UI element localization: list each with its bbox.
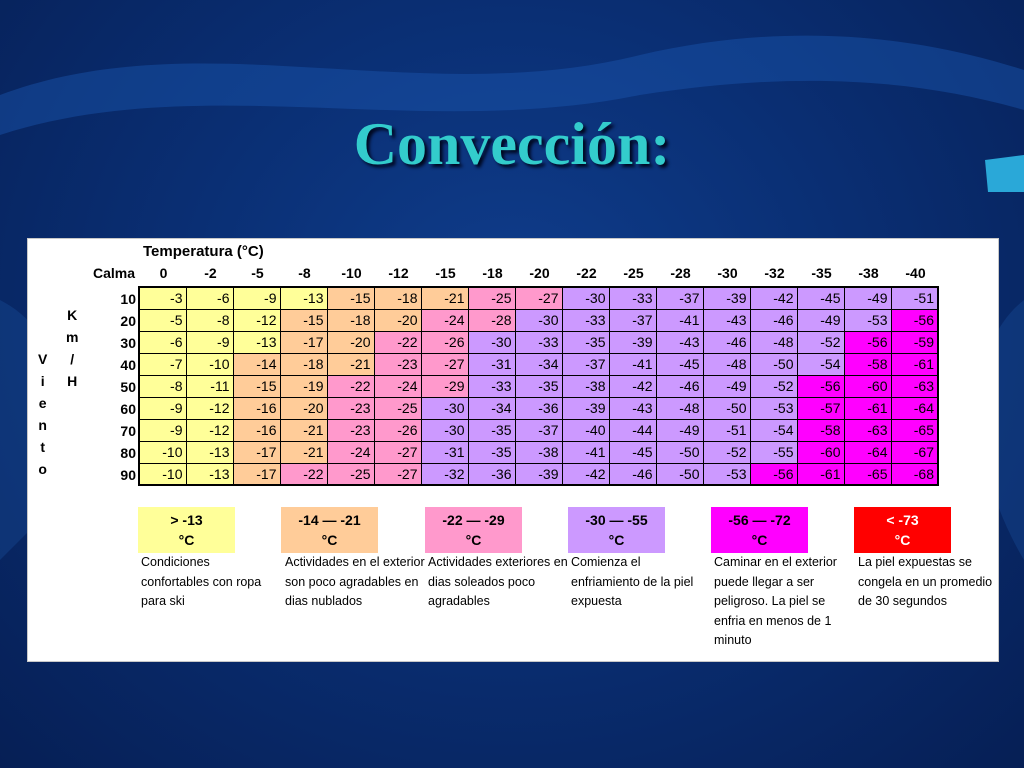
wind-chill-cell: -60 xyxy=(797,441,844,463)
wind-chill-cell: -53 xyxy=(703,463,750,485)
wind-chill-cell: -45 xyxy=(656,353,703,375)
wind-chill-cell: -33 xyxy=(562,309,609,331)
table-row xyxy=(139,463,938,485)
legend-swatch xyxy=(568,507,665,553)
wind-chill-cell: -48 xyxy=(703,353,750,375)
wind-chill-cell: -36 xyxy=(515,397,562,419)
legend-range: -30 — -55 xyxy=(585,512,648,528)
wind-chill-cell: -68 xyxy=(891,463,938,485)
wind-chill-cell: -30 xyxy=(468,331,515,353)
wind-chill-cell: -61 xyxy=(844,397,891,419)
wind-chill-cell: -49 xyxy=(797,309,844,331)
legend-unit: °C xyxy=(321,532,338,548)
wind-chill-cell: -51 xyxy=(891,287,938,309)
wind-chill-cell: -24 xyxy=(374,375,421,397)
legend-unit: °C xyxy=(178,532,195,548)
wind-chill-cell: -46 xyxy=(750,309,797,331)
column-header: -2 xyxy=(204,265,217,281)
wind-chill-cell: -21 xyxy=(280,419,327,441)
wind-chill-cell: -31 xyxy=(468,353,515,375)
wind-chill-cell: -65 xyxy=(891,419,938,441)
wind-chill-cell: -27 xyxy=(374,441,421,463)
wind-chill-cell: -35 xyxy=(515,375,562,397)
wind-chill-cell: -38 xyxy=(562,375,609,397)
legend-swatch xyxy=(711,507,808,553)
wind-chill-cell: -7 xyxy=(139,353,186,375)
table-row xyxy=(139,331,938,353)
legend-unit: °C xyxy=(608,532,625,548)
wind-speed-label: 90 xyxy=(120,467,136,483)
wind-chill-cell: -15 xyxy=(233,375,280,397)
wind-chill-cell: -27 xyxy=(515,287,562,309)
legend-range: > -13 xyxy=(170,512,203,528)
wind-chill-cell: -17 xyxy=(280,331,327,353)
wind-chill-cell: -17 xyxy=(233,441,280,463)
wind-chill-cell: -37 xyxy=(562,353,609,375)
wind-chill-cell: -45 xyxy=(797,287,844,309)
wind-chill-cell: -32 xyxy=(421,463,468,485)
wind-chill-cell: -35 xyxy=(562,331,609,353)
wind-chill-cell: -38 xyxy=(515,441,562,463)
column-header: 0 xyxy=(159,265,168,281)
wind-speed-label: 70 xyxy=(120,423,136,439)
wind-chill-cell: -20 xyxy=(327,331,374,353)
wind-chill-cell: -6 xyxy=(186,287,233,309)
wind-chill-cell: -43 xyxy=(656,331,703,353)
legend-description: Condiciones confortables con ropa para ski xyxy=(141,555,262,608)
wind-chill-cell: -41 xyxy=(562,441,609,463)
wind-chill-cell: -33 xyxy=(515,331,562,353)
wind-chill-cell: -9 xyxy=(233,287,280,309)
wind-chill-cell: -39 xyxy=(609,331,656,353)
wind-chill-cell: -61 xyxy=(797,463,844,485)
wind-chill-cell: -22 xyxy=(280,463,327,485)
wind-speed-label: 50 xyxy=(120,379,136,395)
wind-chill-cell: -63 xyxy=(891,375,938,397)
wind-chill-cell: -10 xyxy=(139,441,186,463)
wind-chill-cell: -42 xyxy=(750,287,797,309)
column-header: -30 xyxy=(717,265,738,281)
wind-chill-cell: -54 xyxy=(750,419,797,441)
wind-chill-cell: -39 xyxy=(703,287,750,309)
wind-chill-cell: -13 xyxy=(186,441,233,463)
legend-description: Actividades en el exterior son poco agradables en dias nublados xyxy=(285,555,425,608)
legend-range: < -73 xyxy=(886,512,919,528)
wind-speed-label: 80 xyxy=(120,445,136,461)
wind-chill-table xyxy=(138,286,939,486)
column-header: -20 xyxy=(529,265,550,281)
column-header: -15 xyxy=(435,265,456,281)
wind-chill-cell: -9 xyxy=(186,331,233,353)
wind-chill-cell: -26 xyxy=(374,419,421,441)
column-header: -28 xyxy=(670,265,691,281)
wind-chill-cell: -57 xyxy=(797,397,844,419)
wind-chill-cell: -60 xyxy=(844,375,891,397)
wind-chill-cell: -53 xyxy=(750,397,797,419)
legend-unit: °C xyxy=(465,532,482,548)
wind-chill-cell: -36 xyxy=(468,463,515,485)
column-header: -32 xyxy=(764,265,785,281)
wind-chill-cell: -58 xyxy=(797,419,844,441)
wind-chill-cell: -18 xyxy=(374,287,421,309)
wind-chill-cell: -55 xyxy=(750,441,797,463)
wind-chill-cell: -39 xyxy=(515,463,562,485)
wind-chill-cell: -25 xyxy=(468,287,515,309)
wind-chill-cell: -52 xyxy=(797,331,844,353)
wind-chill-cell: -22 xyxy=(374,331,421,353)
wind-chill-cell: -48 xyxy=(656,397,703,419)
wind-chill-cell: -15 xyxy=(280,309,327,331)
wind-chill-cell: -50 xyxy=(656,441,703,463)
wind-chill-cell: -56 xyxy=(891,309,938,331)
wind-chill-cell: -20 xyxy=(280,397,327,419)
wind-chill-cell: -67 xyxy=(891,441,938,463)
wind-speed-label: 40 xyxy=(120,357,136,373)
legend-unit: °C xyxy=(894,532,911,548)
wind-speed-label: 30 xyxy=(120,335,136,351)
wind-chill-cell: -52 xyxy=(703,441,750,463)
wind-chill-cell: -34 xyxy=(468,397,515,419)
wind-chill-cell: -24 xyxy=(421,309,468,331)
wind-chill-cell: -10 xyxy=(139,463,186,485)
legend-range: -22 — -29 xyxy=(442,512,505,528)
wind-chill-cell: -61 xyxy=(891,353,938,375)
wind-chill-cell: -44 xyxy=(609,419,656,441)
temperature-heading: Temperatura (°C) xyxy=(143,243,264,260)
wind-chill-cell: -30 xyxy=(421,397,468,419)
wind-chill-cell: -56 xyxy=(844,331,891,353)
wind-chill-cell: -5 xyxy=(139,309,186,331)
calma-label: Calma xyxy=(92,265,136,281)
table-row xyxy=(139,287,938,309)
wind-chill-cell: -40 xyxy=(562,419,609,441)
wind-chill-cell: -17 xyxy=(233,463,280,485)
wind-chill-cell: -37 xyxy=(515,419,562,441)
wind-chill-cell: -22 xyxy=(327,375,374,397)
wind-chill-cell: -9 xyxy=(139,419,186,441)
wind-chill-cell: -11 xyxy=(186,375,233,397)
wind-chill-cell: -39 xyxy=(562,397,609,419)
wind-chill-cell: -30 xyxy=(421,419,468,441)
wind-chill-cell: -21 xyxy=(421,287,468,309)
column-header: -40 xyxy=(905,265,926,281)
table-row xyxy=(139,309,938,331)
wind-chill-cell: -26 xyxy=(421,331,468,353)
wind-chill-cell: -31 xyxy=(421,441,468,463)
wind-chill-cell: -25 xyxy=(374,397,421,419)
wind-chill-cell: -58 xyxy=(844,353,891,375)
column-header: -5 xyxy=(251,265,264,281)
wind-chill-cell: -50 xyxy=(703,397,750,419)
wind-chill-cell: -56 xyxy=(797,375,844,397)
wind-chill-cell: -51 xyxy=(703,419,750,441)
legend-range: -56 — -72 xyxy=(728,512,791,528)
wind-chill-cell: -65 xyxy=(844,463,891,485)
table-row xyxy=(139,397,938,419)
wind-chill-panel xyxy=(27,238,999,662)
wind-chill-cell: -41 xyxy=(609,353,656,375)
wind-axis-label: V i e n t o xyxy=(38,351,48,477)
wind-chill-cell: -6 xyxy=(139,331,186,353)
legend-swatch xyxy=(425,507,522,553)
wind-chill-cell: -20 xyxy=(374,309,421,331)
wind-chill-cell: -23 xyxy=(374,353,421,375)
legend-description: Comienza el enfriamiento de la piel expuesta xyxy=(571,555,694,608)
legend-swatch xyxy=(138,507,235,553)
wind-chill-cell: -59 xyxy=(891,331,938,353)
wind-chill-cell: -45 xyxy=(609,441,656,463)
table-row xyxy=(139,441,938,463)
wind-chill-cell: -27 xyxy=(374,463,421,485)
wind-chill-cell: -15 xyxy=(327,287,374,309)
wind-chill-cell: -43 xyxy=(703,309,750,331)
wind-chill-cell: -46 xyxy=(656,375,703,397)
wind-chill-cell: -49 xyxy=(703,375,750,397)
wind-chill-cell: -14 xyxy=(233,353,280,375)
wind-chill-cell: -16 xyxy=(233,419,280,441)
wind-chill-cell: -46 xyxy=(609,463,656,485)
wind-chill-cell: -21 xyxy=(327,353,374,375)
legend-unit: °C xyxy=(751,532,768,548)
wind-chill-cell: -19 xyxy=(280,375,327,397)
wind-speed-label: 10 xyxy=(120,291,136,307)
wind-chill-cell: -30 xyxy=(515,309,562,331)
wind-chill-cell: -13 xyxy=(280,287,327,309)
wind-chill-cell: -10 xyxy=(186,353,233,375)
table-row xyxy=(139,353,938,375)
wind-chill-cell: -52 xyxy=(750,375,797,397)
column-header: -25 xyxy=(623,265,644,281)
wind-chill-cell: -23 xyxy=(327,397,374,419)
wind-chill-cell: -9 xyxy=(139,397,186,419)
wind-chill-cell: -18 xyxy=(280,353,327,375)
column-header: -12 xyxy=(388,265,409,281)
wind-chill-cell: -16 xyxy=(233,397,280,419)
table-row xyxy=(139,375,938,397)
column-header: -35 xyxy=(811,265,832,281)
wind-chill-cell: -43 xyxy=(609,397,656,419)
legend-description: La piel expuestas se congela en un promedio de 30 segundos xyxy=(858,555,993,608)
wind-chill-cell: -13 xyxy=(186,463,233,485)
column-header: -18 xyxy=(482,265,503,281)
wind-chill-cell: -42 xyxy=(609,375,656,397)
wind-chill-cell: -64 xyxy=(844,441,891,463)
wind-chill-cell: -42 xyxy=(562,463,609,485)
wind-chill-cell: -29 xyxy=(421,375,468,397)
wind-chill-cell: -64 xyxy=(891,397,938,419)
wind-chill-cell: -37 xyxy=(609,309,656,331)
wind-chill-cell: -28 xyxy=(468,309,515,331)
wind-chill-cell: -25 xyxy=(327,463,374,485)
wind-speed-label: 20 xyxy=(120,313,136,329)
wind-chill-cell: -35 xyxy=(468,441,515,463)
wind-speed-label: 60 xyxy=(120,401,136,417)
wind-chill-cell: -54 xyxy=(797,353,844,375)
wind-chill-cell: -21 xyxy=(280,441,327,463)
wind-chill-cell: -33 xyxy=(468,375,515,397)
wind-chill-cell: -50 xyxy=(656,463,703,485)
wind-chill-cell: -8 xyxy=(139,375,186,397)
wind-chill-cell: -13 xyxy=(233,331,280,353)
legend-swatch xyxy=(281,507,378,553)
wind-chill-cell: -46 xyxy=(703,331,750,353)
wind-chill-cell: -50 xyxy=(750,353,797,375)
wind-chill-cell: -12 xyxy=(186,397,233,419)
wind-chill-cell: -23 xyxy=(327,419,374,441)
wind-chill-cell: -49 xyxy=(844,287,891,309)
wind-chill-cell: -27 xyxy=(421,353,468,375)
wind-chill-cell: -3 xyxy=(139,287,186,309)
wind-chill-cell: -8 xyxy=(186,309,233,331)
wind-chill-cell: -56 xyxy=(750,463,797,485)
wind-chill-cell: -37 xyxy=(656,287,703,309)
wind-chill-cell: -49 xyxy=(656,419,703,441)
wind-chill-cell: -12 xyxy=(186,419,233,441)
wind-chill-cell: -63 xyxy=(844,419,891,441)
wind-chill-cell: -18 xyxy=(327,309,374,331)
column-header: -38 xyxy=(858,265,879,281)
legend-range: -14 — -21 xyxy=(298,512,361,528)
column-header: -22 xyxy=(576,265,597,281)
slide-title: Convección: xyxy=(353,111,671,177)
column-header: -8 xyxy=(298,265,311,281)
legend-description: Actividades exteriores en dias soleados poco agradables xyxy=(428,555,568,608)
wind-chill-cell: -48 xyxy=(750,331,797,353)
wind-chill-cell: -24 xyxy=(327,441,374,463)
legend-description: Caminar en el exterior puede llegar a ser peligroso. La piel se enfria en menos de 1 minuto xyxy=(714,555,837,647)
wind-chill-cell: -35 xyxy=(468,419,515,441)
wind-chill-cell: -34 xyxy=(515,353,562,375)
wind-chill-cell: -41 xyxy=(656,309,703,331)
wind-chill-cell: -30 xyxy=(562,287,609,309)
legend-swatch xyxy=(854,507,951,553)
column-header: -10 xyxy=(341,265,362,281)
wind-chill-cell: -33 xyxy=(609,287,656,309)
wind-chill-cell: -53 xyxy=(844,309,891,331)
wind-unit-label: K m / H xyxy=(66,307,79,389)
wind-chill-cell: -12 xyxy=(233,309,280,331)
table-row xyxy=(139,419,938,441)
